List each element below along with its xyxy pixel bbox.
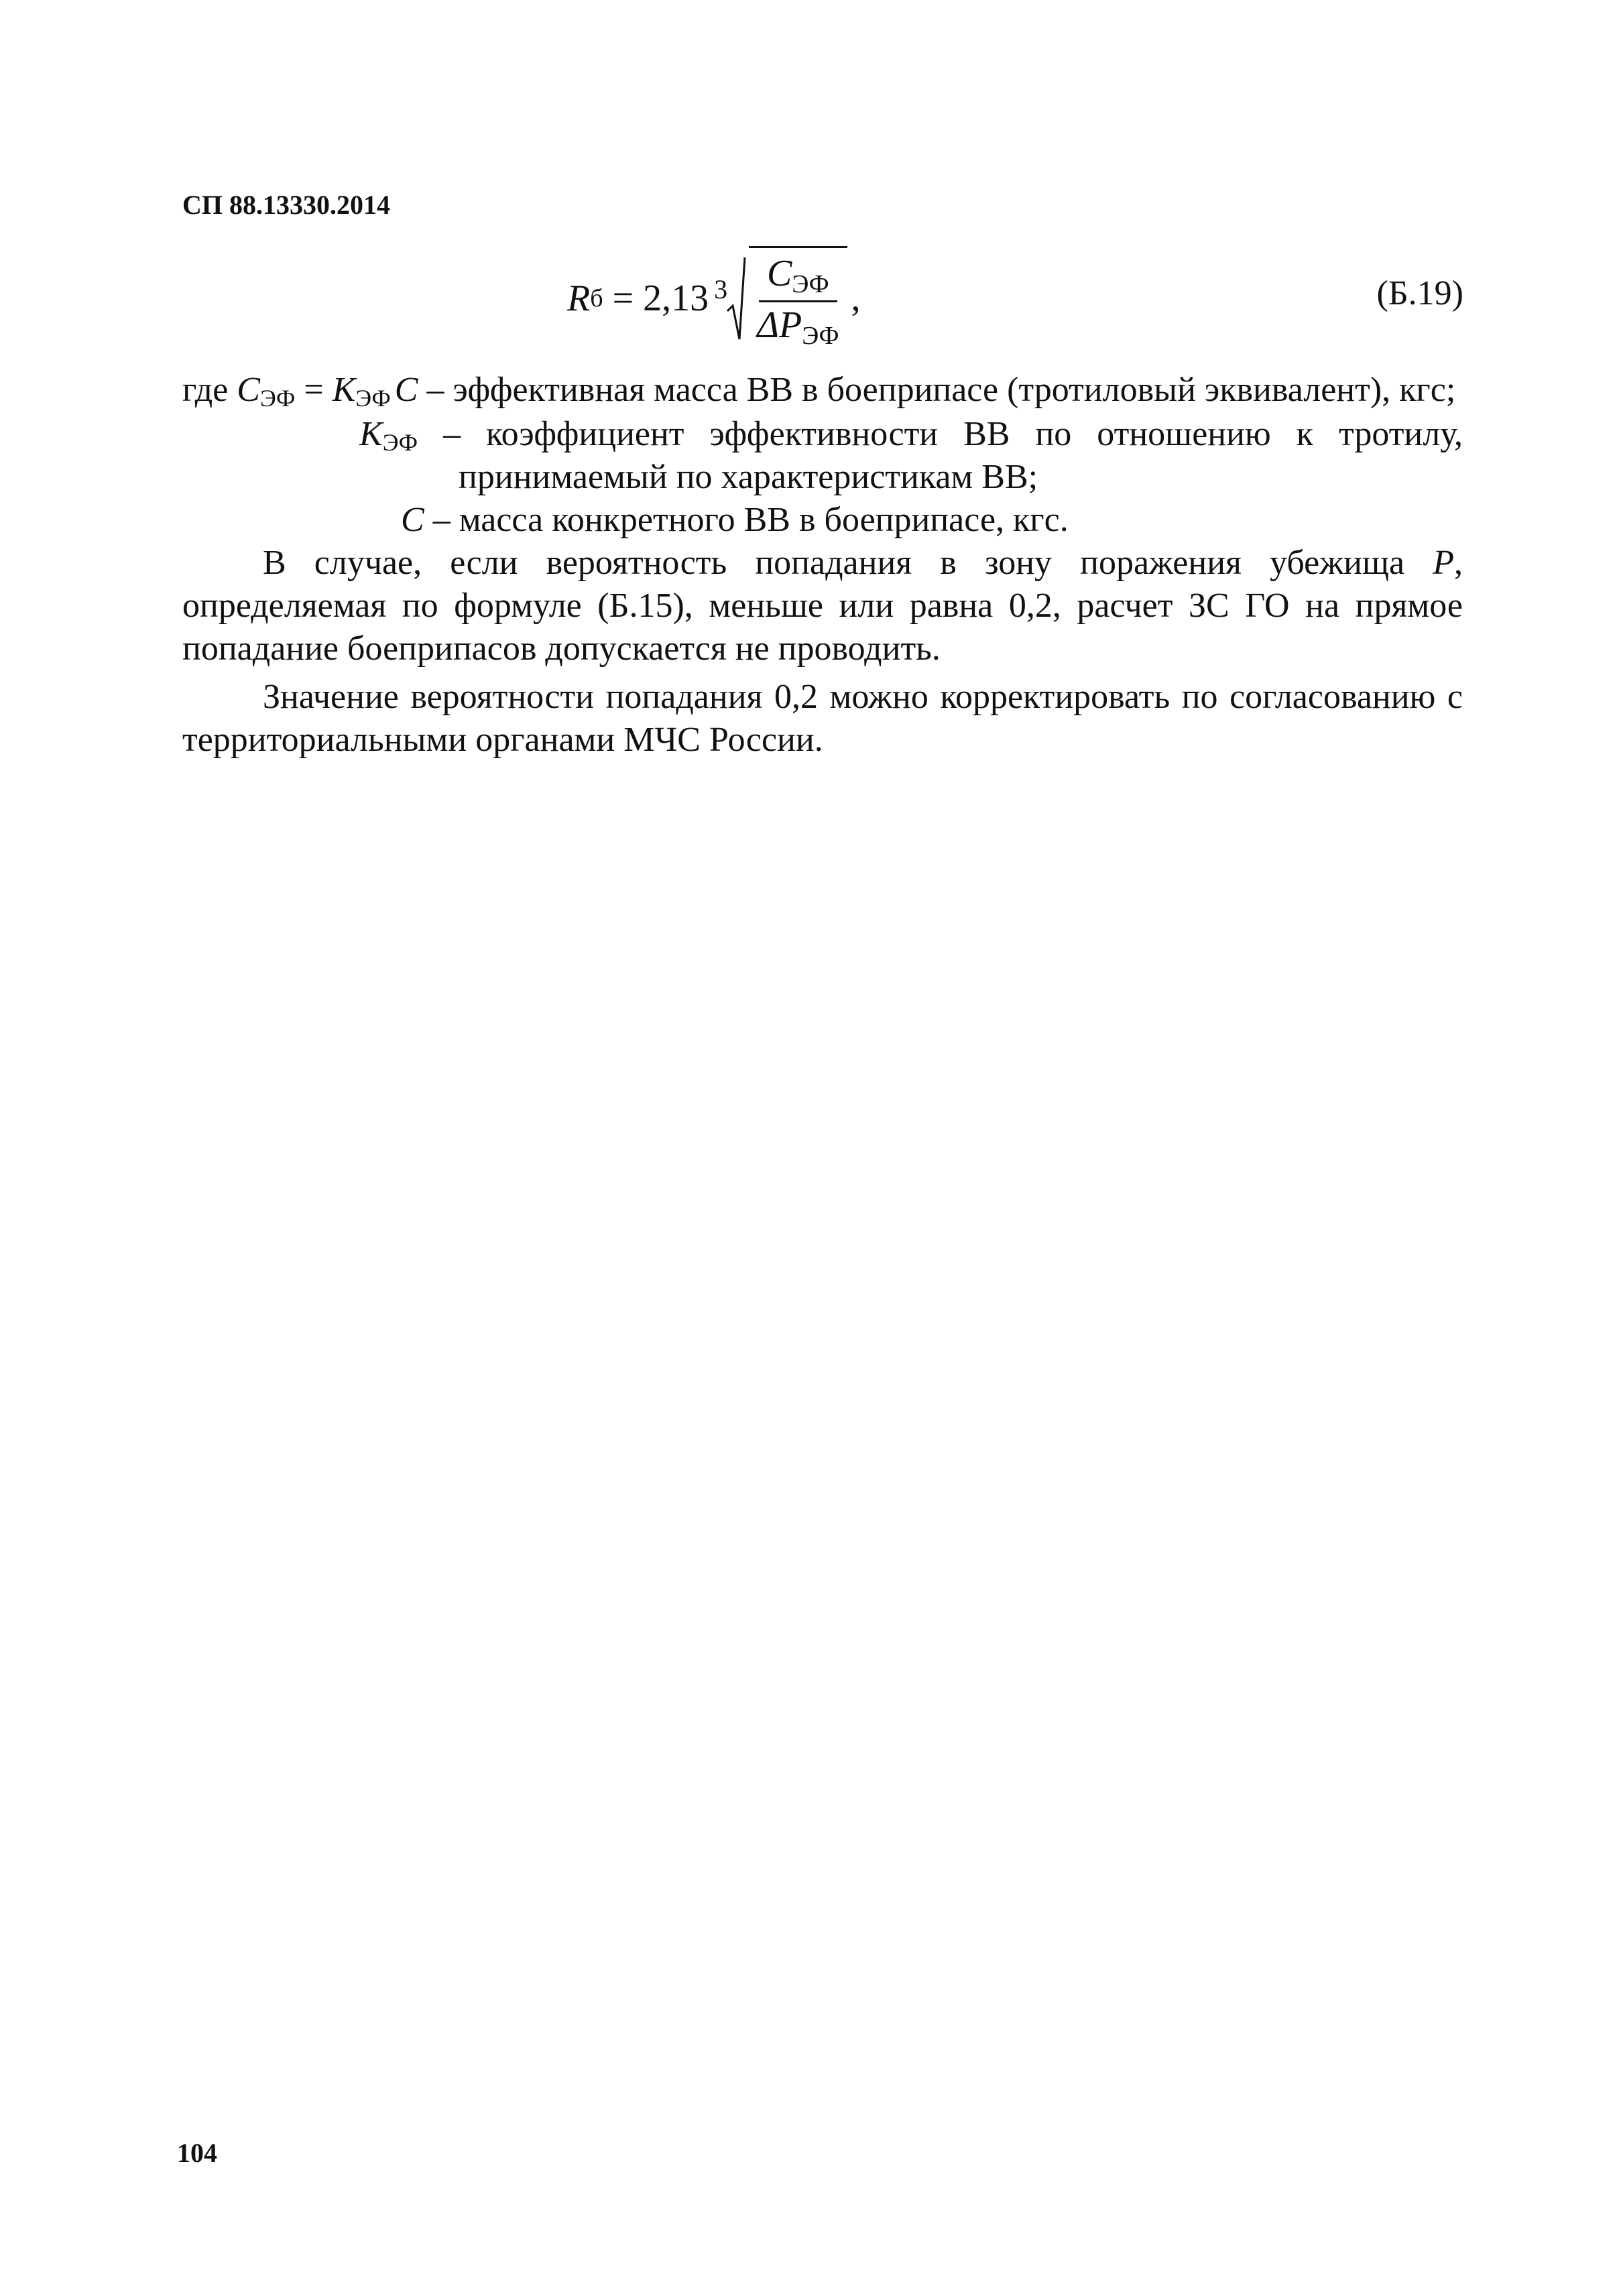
fraction-numerator <box>759 252 837 302</box>
definition-k-ef: $K_{ЭФ}$ – коэффициент эффективности ВВ по отношению к тротилу, <box>359 415 1463 456</box>
paragraph-1-line-3: попадание боеприпасов допускается не проводить. <box>182 629 941 668</box>
definition-c-ef: где $C_{ЭФ} = K_{ЭФ}$ C – эффективная масса ВВ в боеприпасе (тротиловый эквивалент), кгс; <box>182 371 1456 412</box>
definition-k-ef-continued: принимаемый по характеристикам ВВ; <box>459 458 1038 496</box>
fraction <box>749 246 847 351</box>
page-number: 104 <box>177 2138 217 2168</box>
formula-expression <box>567 241 861 355</box>
radical-sign-icon <box>726 255 746 342</box>
equation-number: (Б.19) <box>1376 274 1463 312</box>
formula-lhs-sub: б <box>590 284 603 312</box>
formula-coefficient: = 2,13 <box>612 278 709 319</box>
formula-trailing-comma: , <box>851 278 861 319</box>
numerator-sub: ЭФ <box>792 270 829 298</box>
paragraph-1-line-2: определяемая по формуле (Б.15), меньше или равна 0,2, расчет ЗС ГО на прямое <box>182 587 1463 625</box>
cube-root <box>714 246 847 351</box>
paragraph-2-line-1: Значение вероятности попадания 0,2 можно корректировать по согласованию с <box>263 678 1463 716</box>
root-index: 3 <box>714 274 728 304</box>
formula-lhs: R <box>567 278 591 319</box>
formula-b19 <box>0 241 1623 355</box>
paragraph-1-line-1: В случае, если вероятность попадания в зону поражения убежища P, <box>263 544 1463 582</box>
paragraph-2-line-2: территориальными органами МЧС России. <box>182 721 823 759</box>
document-code: СП 88.13330.2014 <box>182 190 390 220</box>
definition-c: C – масса конкретного ВВ в боеприпасе, кгс. <box>401 501 1069 539</box>
fraction-denominator <box>749 302 847 351</box>
denominator-sub: ЭФ <box>802 322 839 350</box>
denominator-symbol: ΔP <box>757 304 802 346</box>
numerator-symbol: C <box>767 253 792 294</box>
